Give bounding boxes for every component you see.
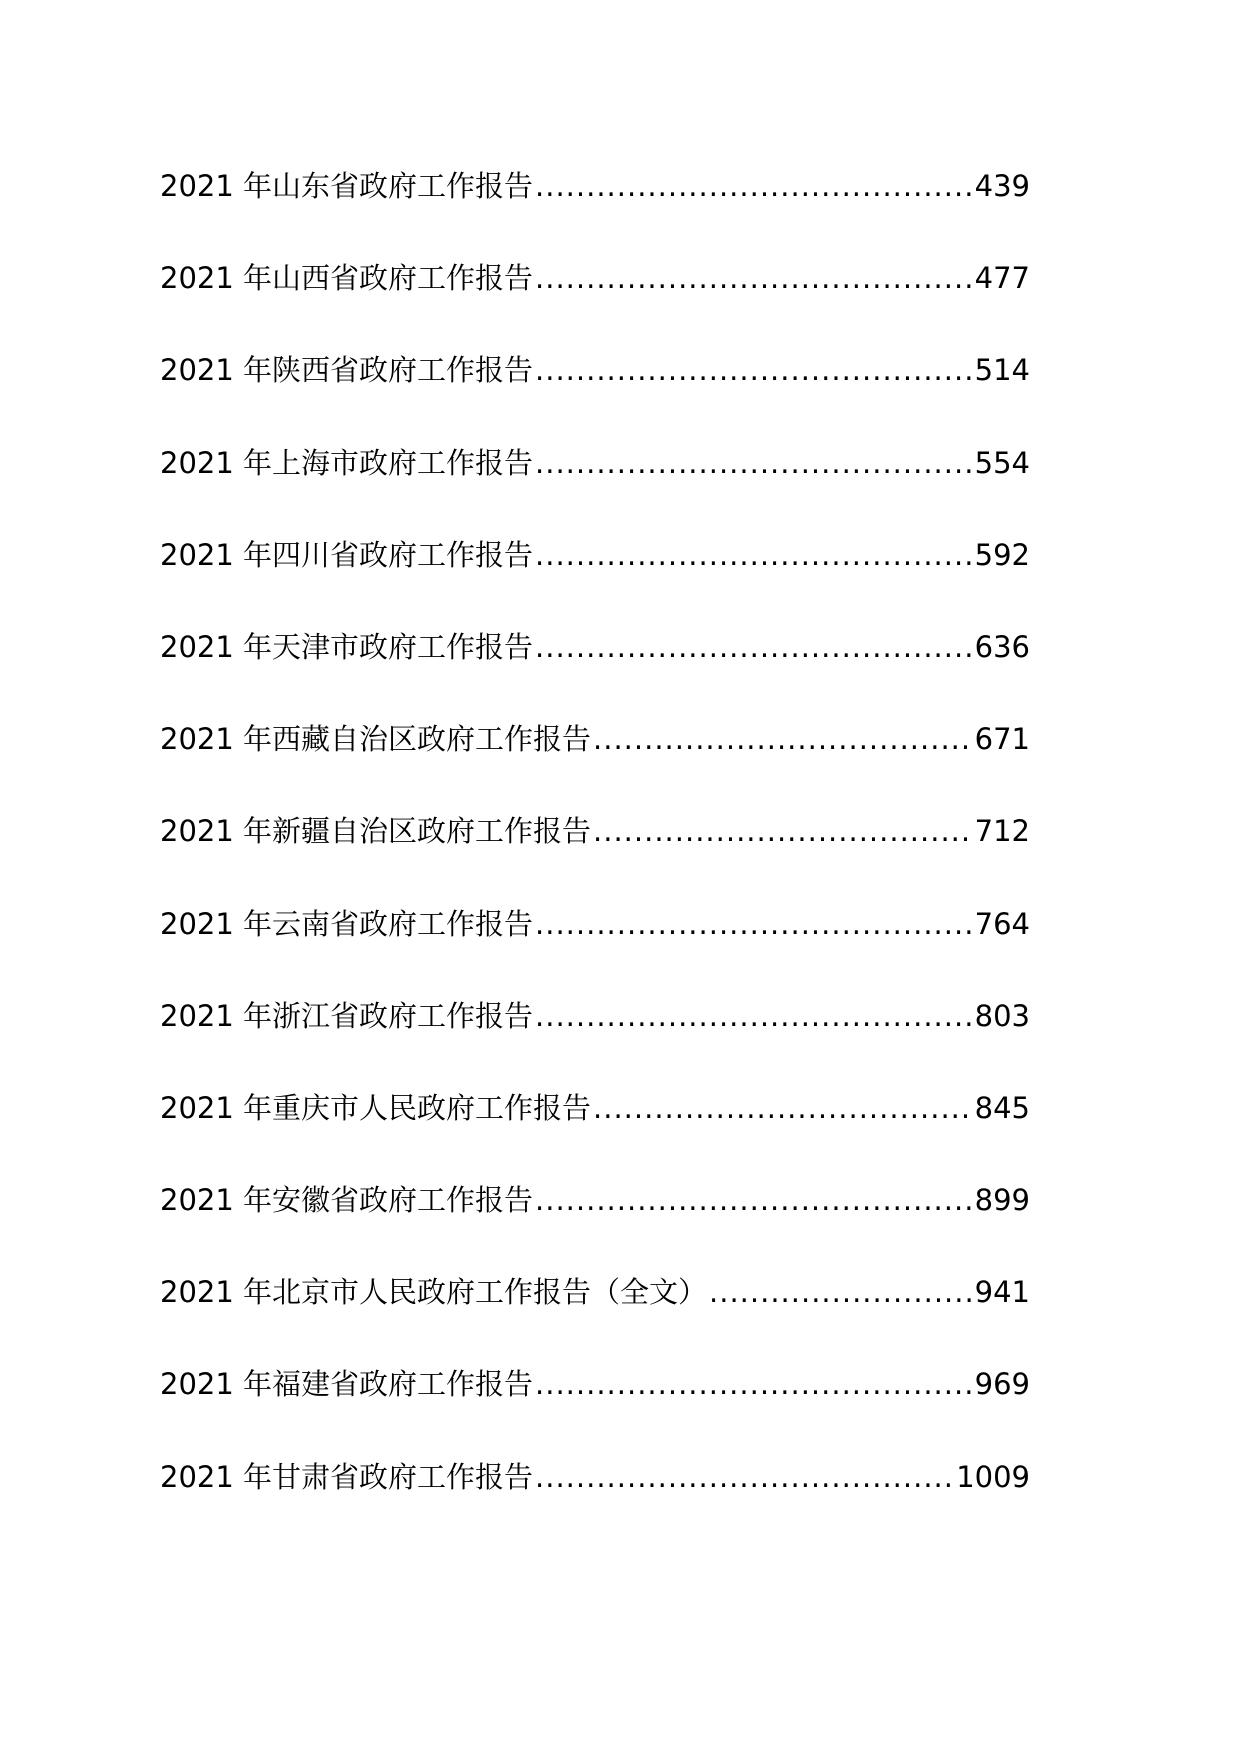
toc-entry-title: 2021 年上海市政府工作报告: [160, 445, 534, 480]
toc-entry[interactable]: [160, 906, 1030, 998]
toc-entry-page: 554: [974, 445, 1030, 480]
toc-entry-title: 2021 年山东省政府工作报告: [160, 169, 534, 203]
toc-entry[interactable]: [160, 1274, 1030, 1366]
toc-entry-page: 671: [974, 722, 1030, 757]
toc-dot-leader: [535, 906, 973, 942]
toc-entry-page: 592: [974, 537, 1030, 572]
toc-entry-page: 941: [974, 1275, 1030, 1310]
toc-entry[interactable]: [160, 352, 1030, 444]
toc-dot-leader: [709, 1274, 973, 1310]
toc-dot-leader: [535, 629, 973, 665]
toc-entry[interactable]: [160, 260, 1030, 352]
toc-entry-title: 2021 年西藏自治区政府工作报告: [160, 722, 592, 757]
toc-entry[interactable]: [160, 445, 1030, 537]
toc-entry-page: 764: [974, 906, 1030, 941]
toc-dot-leader: [535, 445, 973, 481]
toc-entry-page: 969: [974, 1367, 1030, 1402]
toc-entry[interactable]: [160, 537, 1030, 629]
toc-entry-title: 2021 年甘肃省政府工作报告: [160, 1459, 534, 1494]
toc-entry-page: 845: [974, 1090, 1030, 1125]
toc-dot-leader: [593, 721, 973, 757]
toc-entry-title: 2021 年北京市人民政府工作报告（全文）: [160, 1275, 708, 1310]
toc-entry[interactable]: [160, 721, 1030, 813]
toc-dot-leader: [535, 1366, 973, 1402]
toc-dot-leader: [593, 1090, 973, 1126]
toc-entry[interactable]: [160, 1090, 1030, 1182]
toc-entry-title: 2021 年云南省政府工作报告: [160, 906, 534, 941]
toc-entry-title: 2021 年天津市政府工作报告: [160, 629, 534, 664]
toc-dot-leader: [535, 352, 973, 388]
toc-entry[interactable]: [160, 629, 1030, 721]
table-of-contents: [160, 168, 1030, 1551]
toc-dot-leader: [593, 813, 973, 849]
toc-dot-leader: [535, 537, 973, 573]
toc-entry-title: 2021 年浙江省政府工作报告: [160, 998, 534, 1033]
toc-dot-leader: [535, 260, 973, 296]
toc-dot-leader: [535, 998, 973, 1034]
toc-entry-title: 2021 年陕西省政府工作报告: [160, 353, 534, 388]
toc-dot-leader: [535, 1182, 973, 1218]
toc-entry-page: 1009: [956, 1459, 1030, 1494]
toc-entry[interactable]: [160, 1459, 1030, 1551]
toc-entry[interactable]: [160, 1182, 1030, 1274]
toc-entry-title: 2021 年重庆市人民政府工作报告: [160, 1090, 592, 1125]
toc-entry-title: 2021 年四川省政府工作报告: [160, 537, 534, 572]
toc-entry-title: 2021 年新疆自治区政府工作报告: [160, 814, 592, 849]
toc-dot-leader: [535, 168, 973, 204]
toc-entry[interactable]: [160, 1366, 1030, 1458]
toc-entry[interactable]: [160, 813, 1030, 905]
toc-entry-page: 636: [974, 629, 1030, 664]
toc-entry[interactable]: [160, 998, 1030, 1090]
toc-entry-page: 712: [974, 814, 1030, 849]
toc-entry-page: 803: [974, 998, 1030, 1033]
toc-dot-leader: [535, 1459, 954, 1495]
toc-entry-page: 899: [974, 1183, 1030, 1218]
toc-entry-page: 439: [974, 169, 1030, 203]
toc-entry-page: 477: [974, 261, 1030, 296]
toc-entry[interactable]: [160, 168, 1030, 260]
toc-entry-title: 2021 年山西省政府工作报告: [160, 261, 534, 296]
toc-entry-title: 2021 年安徽省政府工作报告: [160, 1183, 534, 1218]
toc-entry-title: 2021 年福建省政府工作报告: [160, 1367, 534, 1402]
toc-entry-page: 514: [974, 353, 1030, 388]
